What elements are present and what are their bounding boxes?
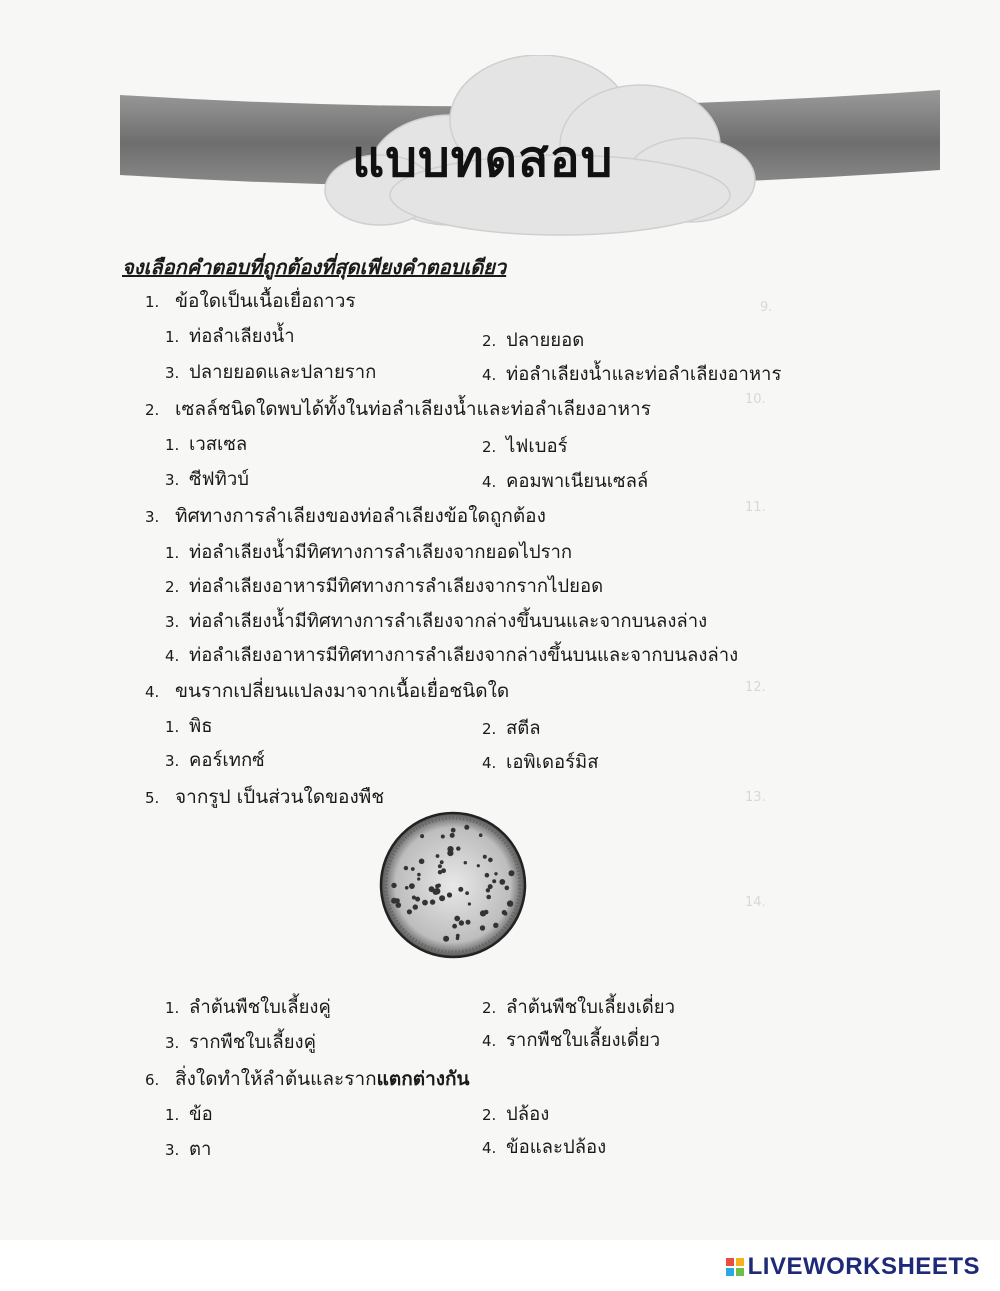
option-3-1[interactable]: 1. ท่อลำเลียงน้ำมีทิศทางการลำเลียงจากยอดไปราก [165, 542, 573, 563]
vascular-bundle-dot [450, 833, 455, 838]
option-2-3[interactable]: 3. ซีฟทิวบ์ [165, 469, 249, 490]
vascular-bundle-dot [407, 909, 412, 914]
vascular-bundle-dot [440, 860, 444, 864]
vascular-bundle-dot [468, 902, 471, 905]
vascular-bundle-dot [404, 866, 408, 870]
bleed-through-text: 11. [745, 500, 766, 515]
vascular-bundle-dot [430, 899, 435, 904]
option-1-2[interactable]: 2. ปลายยอด [482, 330, 585, 351]
option-3-3[interactable]: 3. ท่อลำเลียงน้ำมีทิศทางการลำเลียงจากล่างขึ้นบนและจากบนลงล่าง [165, 611, 708, 632]
question-1: 1. ข้อใดเป็นเนื้อเยื่อถาวร [145, 290, 356, 312]
vascular-bundle-dot [509, 870, 515, 876]
bleed-through-text: 10. [745, 392, 766, 407]
vascular-bundle-dot [477, 864, 480, 867]
vascular-bundle-dot [413, 904, 418, 909]
bleed-through-text: 9. [760, 300, 773, 315]
vascular-bundle-dot [488, 884, 493, 889]
vascular-bundle-dot [439, 895, 445, 901]
page-title: แบบทดสอบ [352, 130, 614, 188]
bleed-through-text: 12. [745, 680, 766, 695]
brand-name: LIVEWORKSHEETS [747, 1253, 980, 1280]
vascular-bundle-dot [466, 920, 471, 925]
vascular-bundle-dot [452, 924, 457, 929]
liveworksheets-logo[interactable] [726, 1253, 980, 1281]
vascular-bundle-dot [464, 825, 469, 830]
option-6-2[interactable]: 2. ปล้อง [482, 1104, 550, 1125]
option-4-2[interactable]: 2. สตีล [482, 718, 541, 739]
vascular-bundle-dot [451, 828, 456, 833]
vascular-bundle-dot [459, 920, 464, 925]
vascular-bundle-dot [435, 884, 439, 888]
vascular-bundle-dot [505, 886, 510, 891]
vascular-bundle-dot [456, 846, 460, 850]
question-3: 3. ทิศทางการลำเลียงของท่อลำเลียงข้อใดถูกต้อง [145, 505, 546, 527]
vascular-bundle-dot [507, 900, 513, 906]
option-6-3[interactable]: 3. ตา [165, 1139, 212, 1160]
vascular-bundle-dot [447, 846, 453, 852]
stem-cross-section-illustration [378, 810, 528, 960]
option-6-1[interactable]: 1. ข้อ [165, 1104, 213, 1125]
vascular-bundle-dot [405, 886, 409, 890]
question-text: จากรูป เป็นส่วนใดของพืช [175, 786, 385, 808]
question-2: 2. เซลล์ชนิดใดพบได้ทั้งในท่อลำเลียงน้ำและท่อลำเลียงอาหาร [145, 398, 651, 420]
vascular-bundle-dot [391, 898, 397, 904]
vascular-bundle-dot [492, 879, 496, 883]
vascular-bundle-dot [447, 892, 452, 897]
vascular-bundle-dot [441, 835, 445, 839]
option-1-4[interactable]: 4. ท่อลำเลียงน้ำและท่อลำเลียงอาหาร [482, 364, 782, 385]
vascular-bundle-dot [503, 912, 507, 916]
vascular-bundle-dot [429, 886, 435, 892]
vascular-bundle-dot [391, 883, 396, 888]
vascular-bundle-dot [483, 855, 487, 859]
vascular-bundle-dot [443, 936, 449, 942]
vascular-bundle-dot [396, 902, 402, 908]
question-text: ขนรากเปลี่ยนแปลงมาจากเนื้อเยื่อชนิดใด [175, 680, 510, 702]
liveworksheets-logo-icon [726, 1258, 744, 1276]
option-5-2[interactable]: 2. ลำต้นพืชใบเลี้ยงเดี่ยว [482, 997, 676, 1018]
vascular-bundle-dot [436, 854, 440, 858]
question-5: 5. จากรูป เป็นส่วนใดของพืช [145, 786, 385, 808]
option-3-4[interactable]: 4. ท่อลำเลียงอาหารมีทิศทางการลำเลียงจากล่างขึ้นบนและจากบนลงล่าง [165, 645, 739, 666]
option-3-2[interactable]: 2. ท่อลำเลียงอาหารมีทิศทางการลำเลียงจากรากไปยอด [165, 576, 604, 597]
option-2-1[interactable]: 1. เวสเซล [165, 434, 248, 455]
question-4: 4. ขนรากเปลี่ยนแปลงมาจากเนื้อเยื่อชนิดใด [145, 680, 510, 702]
bleed-through-text: 14. [745, 895, 766, 910]
vascular-bundle-dot [484, 910, 489, 915]
vascular-bundle-dot [417, 873, 421, 877]
vascular-bundle-dot [454, 916, 460, 922]
option-4-1[interactable]: 1. พิธ [165, 716, 213, 737]
vascular-bundle-dot [486, 895, 491, 900]
question-text: เซลล์ชนิดใดพบได้ทั้งในท่อลำเลียงน้ำและท่อลำเลียงอาหาร [175, 398, 651, 420]
question-text: ข้อใดเป็นเนื้อเยื่อถาวร [175, 290, 356, 312]
vascular-bundle-dot [420, 834, 424, 838]
option-5-4[interactable]: 4. รากพืชใบเลี้ยงเดี่ยว [482, 1030, 661, 1051]
option-5-3[interactable]: 3. รากพืชใบเลี้ยงคู่ [165, 1032, 316, 1053]
vascular-bundle-dot [438, 864, 442, 868]
bleed-through-text: 13. [745, 790, 766, 805]
vascular-bundle-dot [494, 872, 497, 875]
option-6-4[interactable]: 4. ข้อและปล้อง [482, 1137, 607, 1158]
vascular-bundle-dot [488, 858, 493, 863]
vascular-bundle-dot [480, 925, 485, 930]
vascular-bundle-dot [501, 880, 505, 884]
vascular-bundle-dot [458, 887, 463, 892]
vascular-bundle-dot [479, 833, 483, 837]
option-4-3[interactable]: 3. คอร์เทกซ์ [165, 750, 265, 771]
vascular-bundle-dot [422, 900, 428, 906]
question-text-emphasis: แตกต่างกัน [376, 1068, 470, 1090]
vascular-bundle-dot [411, 867, 415, 871]
question-text: สิ่งใดทำให้ลำต้นและราก [175, 1068, 377, 1090]
option-1-1[interactable]: 1. ท่อลำเลียงน้ำ [165, 326, 295, 347]
vascular-bundle-dot [417, 877, 420, 880]
vascular-bundle-dot [409, 883, 415, 889]
vascular-bundle-dot [434, 888, 440, 894]
vascular-bundle-dot [465, 891, 469, 895]
vascular-bundle-dot [485, 873, 490, 878]
instructions: จงเลือกคำตอบที่ถูกต้องที่สุดเพียงคำตอบเดียว [122, 255, 507, 279]
vascular-bundle-dot [493, 923, 498, 928]
option-2-2[interactable]: 2. ไฟเบอร์ [482, 436, 568, 457]
vascular-bundle-dot [464, 861, 467, 864]
option-4-4[interactable]: 4. เอพิเดอร์มิส [482, 752, 599, 773]
option-5-1[interactable]: 1. ลำต้นพืชใบเลี้ยงคู่ [165, 997, 331, 1018]
vascular-bundle-dot [415, 897, 420, 902]
vascular-bundle-dot [438, 870, 442, 874]
vascular-bundle-dot [456, 937, 460, 941]
vascular-bundle-dot [419, 859, 425, 865]
question-6: 6. สิ่งใดทำให้ลำต้นและรากแตกต่างกัน [145, 1068, 470, 1090]
option-2-4[interactable]: 4. คอมพาเนียนเซลล์ [482, 471, 649, 492]
question-text: ทิศทางการลำเลียงของท่อลำเลียงข้อใดถูกต้อง [175, 505, 546, 527]
option-1-3[interactable]: 3. ปลายยอดและปลายราก [165, 362, 377, 383]
